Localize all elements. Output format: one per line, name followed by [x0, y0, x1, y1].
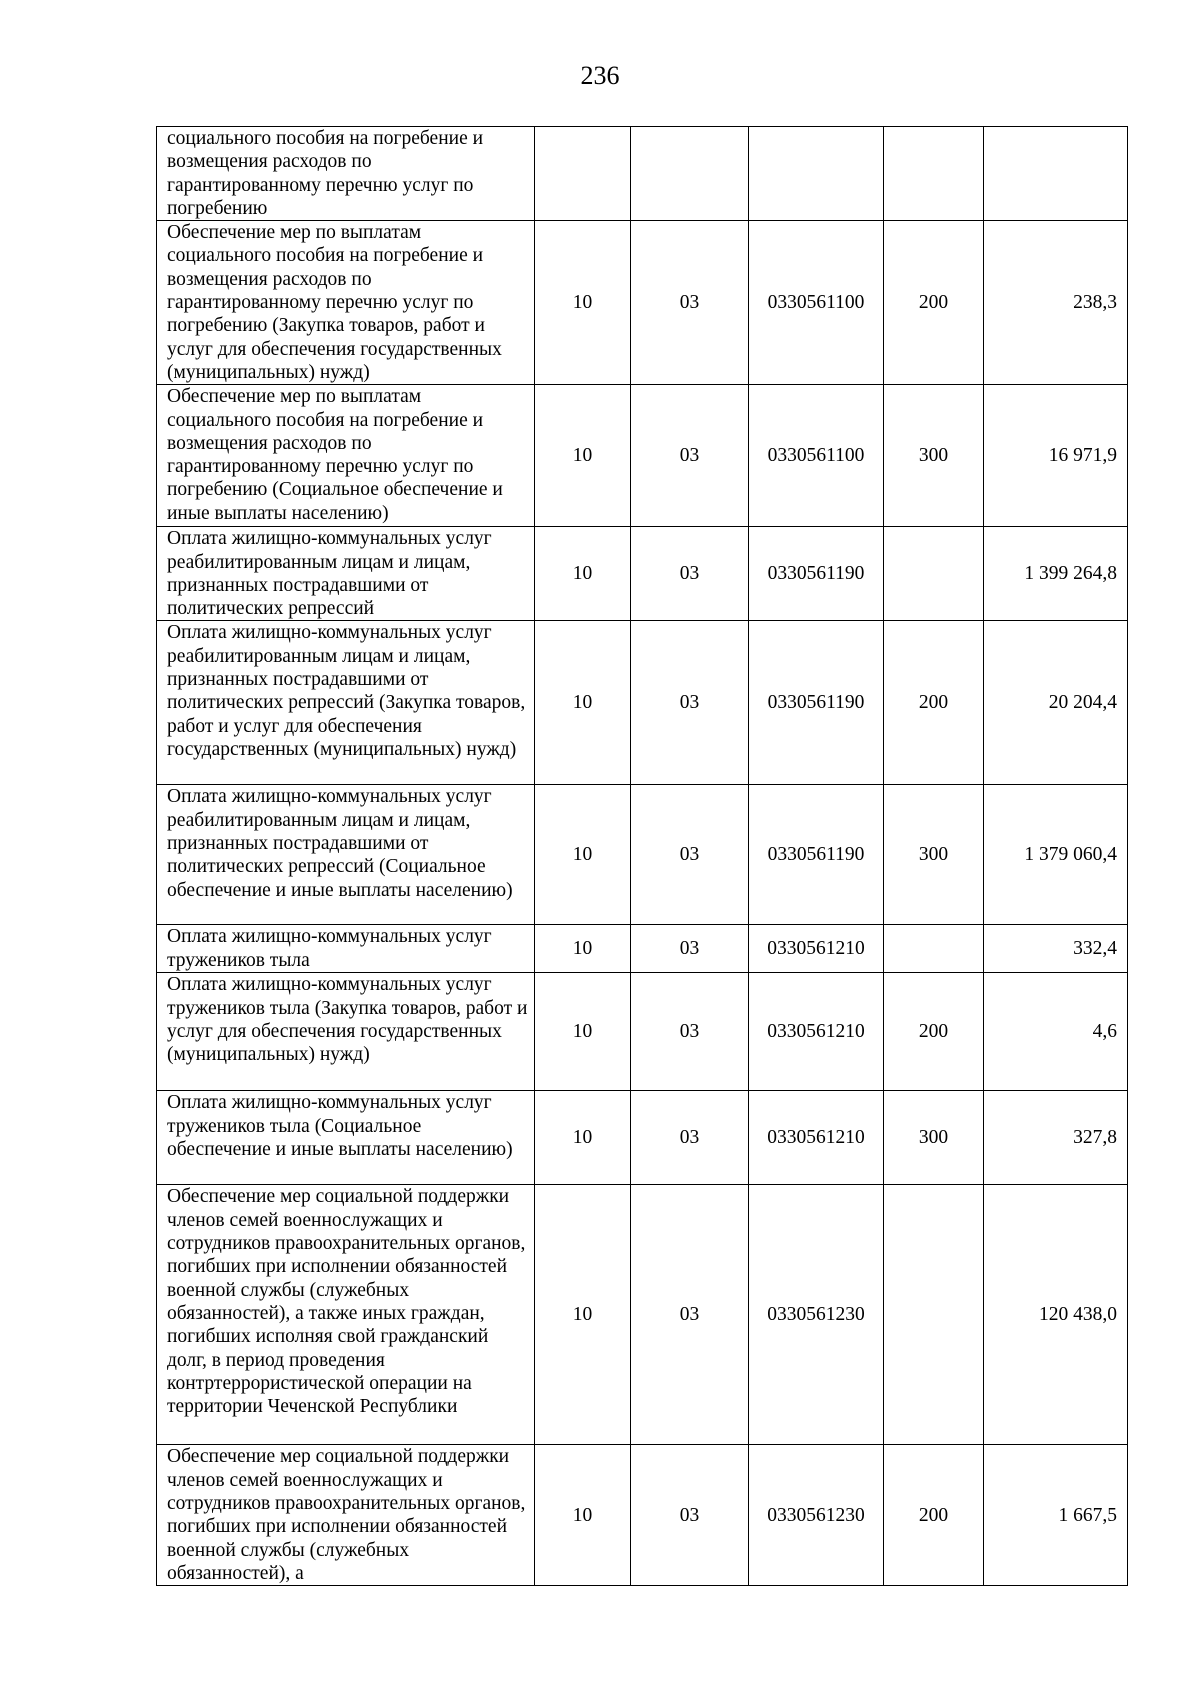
row-expense-type: 200 [884, 973, 984, 1091]
row-expense-type: 300 [884, 385, 984, 527]
row-section: 10 [535, 385, 631, 527]
row-target-article [749, 127, 884, 221]
table-row [157, 221, 1128, 385]
row-target-article: 0330561100 [749, 385, 884, 527]
row-expense-type [884, 925, 984, 973]
row-subsection: 03 [631, 221, 749, 385]
table-row [157, 973, 1128, 1091]
row-name: Оплата жилищно-коммунальных услуг тружеников тыла (Социальное обеспечение и иные выплаты населению) [157, 1091, 535, 1185]
row-subsection: 03 [631, 1091, 749, 1185]
row-amount: 1 667,5 [984, 1445, 1128, 1586]
table-row [157, 925, 1128, 973]
row-name: Обеспечение мер социальной поддержки членов семей военнослужащих и сотрудников правоохранительных органов, погибших при исполнении обязанностей военной службы (служебных обязанностей), а также иных граждан, погибших исполняя свой гражданский долг, в период проведения контртеррористической операции на территории Чеченской Республики [157, 1185, 535, 1445]
row-amount [984, 127, 1128, 221]
row-expense-type: 200 [884, 221, 984, 385]
row-amount: 4,6 [984, 973, 1128, 1091]
row-name: Оплата жилищно-коммунальных услуг тружеников тыла (Закупка товаров, работ и услуг для обеспечения государственных (муниципальных) нужд) [157, 973, 535, 1091]
row-expense-type: 300 [884, 1091, 984, 1185]
table-row [157, 1091, 1128, 1185]
row-section: 10 [535, 785, 631, 925]
row-section: 10 [535, 1185, 631, 1445]
row-expense-type: 200 [884, 1445, 984, 1586]
row-section: 10 [535, 621, 631, 785]
row-amount: 20 204,4 [984, 621, 1128, 785]
row-name: Обеспечение мер по выплатам социального пособия на погребение и возмещения расходов по гарантированному перечню услуг по погребению (Закупка товаров, работ и услуг для обеспечения государственных (муниципальных) нужд) [157, 221, 535, 385]
table-row [157, 385, 1128, 527]
row-section: 10 [535, 925, 631, 973]
row-amount: 120 438,0 [984, 1185, 1128, 1445]
row-subsection: 03 [631, 1185, 749, 1445]
row-target-article: 0330561230 [749, 1185, 884, 1445]
row-section: 10 [535, 221, 631, 385]
row-amount: 1 399 264,8 [984, 527, 1128, 621]
table-row [157, 1445, 1128, 1586]
row-subsection: 03 [631, 785, 749, 925]
row-target-article: 0330561210 [749, 1091, 884, 1185]
table-row [157, 127, 1128, 221]
row-subsection: 03 [631, 973, 749, 1091]
row-subsection [631, 127, 749, 221]
row-subsection: 03 [631, 925, 749, 973]
row-section: 10 [535, 1445, 631, 1586]
row-expense-type: 200 [884, 621, 984, 785]
row-section: 10 [535, 1091, 631, 1185]
page-number: 236 [580, 61, 620, 90]
row-target-article: 0330561230 [749, 1445, 884, 1586]
row-section: 10 [535, 973, 631, 1091]
row-name: Оплата жилищно-коммунальных услуг реабилитированным лицам и лицам, признанных пострадавшими от политических репрессий (Социальное обеспечение и иные выплаты населению) [157, 785, 535, 925]
budget-table [156, 126, 1128, 1586]
row-name: Обеспечение мер социальной поддержки членов семей военнослужащих и сотрудников правоохранительных органов, погибших при исполнении обязанностей военной службы (служебных обязанностей), а [157, 1445, 535, 1586]
row-amount: 332,4 [984, 925, 1128, 973]
row-expense-type [884, 127, 984, 221]
row-target-article: 0330561210 [749, 973, 884, 1091]
row-subsection: 03 [631, 385, 749, 527]
row-amount: 16 971,9 [984, 385, 1128, 527]
row-target-article: 0330561190 [749, 527, 884, 621]
row-target-article: 0330561190 [749, 621, 884, 785]
row-name: социального пособия на погребение и возмещения расходов по гарантированному перечню услуг по погребению [157, 127, 535, 221]
row-subsection: 03 [631, 527, 749, 621]
row-target-article: 0330561190 [749, 785, 884, 925]
row-name: Оплата жилищно-коммунальных услуг реабилитированным лицам и лицам, признанных пострадавшими от политических репрессий (Закупка товаров, работ и услуг для обеспечения государственных (муниципальных) нужд) [157, 621, 535, 785]
row-name: Оплата жилищно-коммунальных услуг реабилитированным лицам и лицам, признанных пострадавшими от политических репрессий [157, 527, 535, 621]
row-expense-type: 300 [884, 785, 984, 925]
row-expense-type [884, 1185, 984, 1445]
table-row [157, 785, 1128, 925]
row-target-article: 0330561100 [749, 221, 884, 385]
table-row [157, 527, 1128, 621]
row-amount: 327,8 [984, 1091, 1128, 1185]
row-section: 10 [535, 527, 631, 621]
row-amount: 1 379 060,4 [984, 785, 1128, 925]
row-section [535, 127, 631, 221]
row-name: Обеспечение мер по выплатам социального пособия на погребение и возмещения расходов по гарантированному перечню услуг по погребению (Социальное обеспечение и иные выплаты населению) [157, 385, 535, 527]
row-subsection: 03 [631, 621, 749, 785]
table-row [157, 621, 1128, 785]
row-target-article: 0330561210 [749, 925, 884, 973]
row-expense-type [884, 527, 984, 621]
row-name: Оплата жилищно-коммунальных услуг тружеников тыла [157, 925, 535, 973]
row-subsection: 03 [631, 1445, 749, 1586]
row-amount: 238,3 [984, 221, 1128, 385]
table-row [157, 1185, 1128, 1445]
